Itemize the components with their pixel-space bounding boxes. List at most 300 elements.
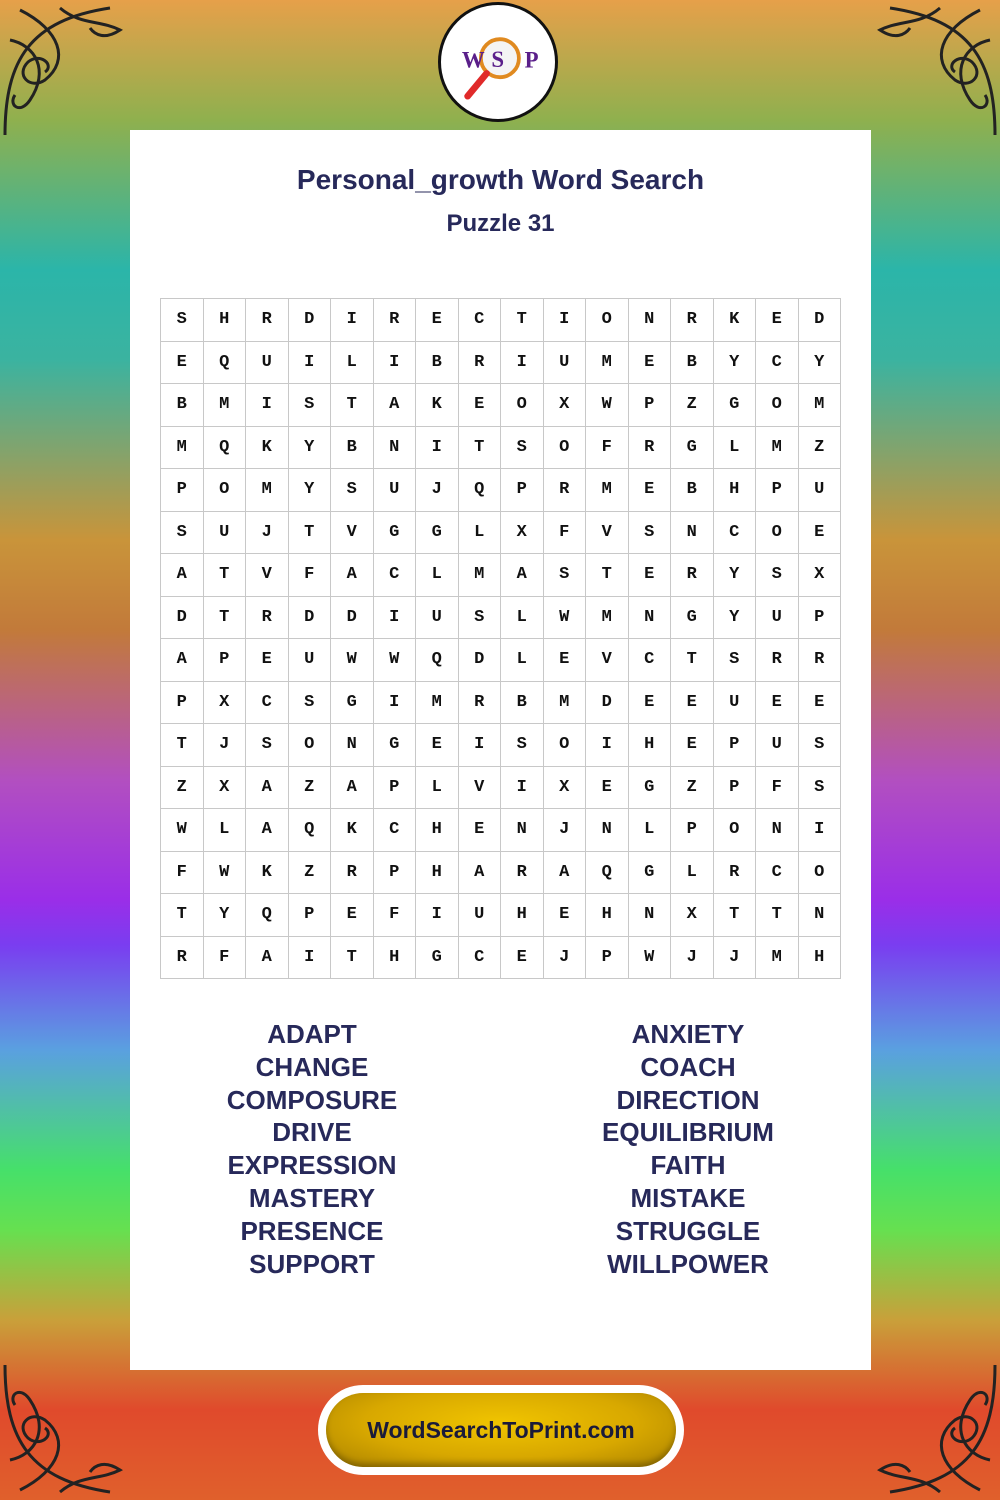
grid-cell[interactable]: N	[756, 809, 799, 852]
grid-row	[161, 851, 841, 894]
grid-cell[interactable]: I	[501, 341, 544, 384]
grid-cell[interactable]: I	[288, 341, 331, 384]
grid-cell[interactable]: Y	[288, 426, 331, 469]
grid-cell[interactable]: Q	[458, 469, 501, 512]
grid-cell[interactable]: E	[756, 299, 799, 342]
grid-cell[interactable]: F	[288, 554, 331, 597]
grid-cell[interactable]: H	[713, 469, 756, 512]
grid-cell[interactable]: T	[458, 426, 501, 469]
word-list-item: EXPRESSION	[227, 1150, 397, 1181]
grid-cell[interactable]: D	[586, 681, 629, 724]
grid-cell[interactable]: E	[628, 341, 671, 384]
grid-cell[interactable]: B	[331, 426, 374, 469]
grid-cell[interactable]: E	[161, 341, 204, 384]
grid-cell[interactable]: G	[373, 511, 416, 554]
grid-cell[interactable]: S	[288, 384, 331, 427]
grid-cell[interactable]: S	[458, 596, 501, 639]
grid-cell[interactable]: D	[288, 596, 331, 639]
grid-cell[interactable]: U	[246, 341, 289, 384]
grid-cell[interactable]: Y	[288, 469, 331, 512]
grid-cell[interactable]: E	[458, 384, 501, 427]
grid-cell[interactable]: W	[373, 639, 416, 682]
grid-cell[interactable]: K	[416, 384, 459, 427]
grid-row	[161, 511, 841, 554]
grid-cell[interactable]: Z	[671, 766, 714, 809]
grid-cell[interactable]: A	[331, 766, 374, 809]
grid-cell[interactable]: T	[501, 299, 544, 342]
grid-cell[interactable]: A	[246, 766, 289, 809]
grid-cell[interactable]: D	[458, 639, 501, 682]
grid-cell[interactable]: S	[501, 724, 544, 767]
grid-cell[interactable]: X	[203, 766, 246, 809]
grid-cell[interactable]: V	[458, 766, 501, 809]
grid-cell[interactable]: I	[543, 299, 586, 342]
grid-cell[interactable]: O	[543, 724, 586, 767]
grid-row	[161, 469, 841, 512]
grid-cell[interactable]: Z	[288, 766, 331, 809]
grid-row	[161, 426, 841, 469]
grid-cell[interactable]: S	[713, 639, 756, 682]
grid-cell[interactable]: K	[246, 426, 289, 469]
grid-cell[interactable]: P	[586, 936, 629, 979]
grid-cell[interactable]: J	[543, 936, 586, 979]
grid-cell[interactable]: V	[246, 554, 289, 597]
grid-cell[interactable]: D	[288, 299, 331, 342]
grid-cell[interactable]: M	[586, 596, 629, 639]
grid-cell[interactable]: T	[756, 894, 799, 937]
grid-cell[interactable]: Y	[203, 894, 246, 937]
grid-cell[interactable]: U	[713, 681, 756, 724]
grid-cell[interactable]: E	[798, 511, 841, 554]
grid-cell[interactable]: C	[713, 511, 756, 554]
grid-cell[interactable]: L	[416, 766, 459, 809]
grid-cell[interactable]: G	[628, 766, 671, 809]
grid-cell[interactable]: F	[543, 511, 586, 554]
grid-cell[interactable]: G	[671, 596, 714, 639]
grid-cell[interactable]: T	[671, 639, 714, 682]
grid-cell[interactable]: N	[373, 426, 416, 469]
grid-cell[interactable]: W	[331, 639, 374, 682]
grid-cell[interactable]: H	[416, 851, 459, 894]
grid-cell[interactable]: D	[161, 596, 204, 639]
grid-cell[interactable]: N	[586, 809, 629, 852]
grid-cell[interactable]: R	[756, 639, 799, 682]
grid-cell[interactable]: O	[756, 511, 799, 554]
grid-cell[interactable]: C	[756, 341, 799, 384]
grid-cell[interactable]: P	[713, 766, 756, 809]
grid-cell[interactable]: I	[586, 724, 629, 767]
grid-cell[interactable]: P	[161, 681, 204, 724]
grid-cell[interactable]: G	[628, 851, 671, 894]
grid-cell[interactable]: O	[288, 724, 331, 767]
grid-cell[interactable]: A	[373, 384, 416, 427]
grid-cell[interactable]: U	[798, 469, 841, 512]
grid-row	[161, 724, 841, 767]
grid-cell[interactable]: Y	[713, 596, 756, 639]
grid-cell[interactable]: Y	[798, 341, 841, 384]
grid-cell[interactable]: E	[586, 766, 629, 809]
grid-cell[interactable]: E	[246, 639, 289, 682]
grid-cell[interactable]: M	[798, 384, 841, 427]
grid-cell[interactable]: L	[458, 511, 501, 554]
grid-cell[interactable]: O	[586, 299, 629, 342]
grid-cell[interactable]: G	[373, 724, 416, 767]
grid-cell[interactable]: P	[671, 809, 714, 852]
grid-row	[161, 341, 841, 384]
grid-cell[interactable]: F	[586, 426, 629, 469]
word-list-item: MISTAKE	[630, 1182, 746, 1213]
grid-row	[161, 766, 841, 809]
grid-cell[interactable]: S	[161, 511, 204, 554]
grid-cell[interactable]: C	[373, 809, 416, 852]
logo-letter-s: S	[491, 46, 505, 72]
grid-cell[interactable]: M	[458, 554, 501, 597]
word-list-item: WILLPOWER	[607, 1248, 769, 1279]
grid-cell[interactable]: B	[501, 681, 544, 724]
corner-ornament-top-right	[860, 0, 1000, 140]
grid-cell[interactable]: Z	[161, 766, 204, 809]
grid-cell[interactable]: N	[628, 894, 671, 937]
grid-cell[interactable]: P	[373, 851, 416, 894]
grid-cell[interactable]: C	[756, 851, 799, 894]
word-list-item: ANXIETY	[631, 1019, 745, 1049]
grid-cell[interactable]: D	[331, 596, 374, 639]
grid-cell[interactable]: R	[246, 299, 289, 342]
grid-cell[interactable]: Z	[798, 426, 841, 469]
grid-cell[interactable]: R	[458, 341, 501, 384]
word-list-item: DRIVE	[272, 1117, 352, 1148]
grid-cell[interactable]: S	[288, 681, 331, 724]
grid-cell[interactable]: S	[756, 554, 799, 597]
grid-cell[interactable]: D	[798, 299, 841, 342]
grid-cell[interactable]: Y	[713, 554, 756, 597]
word-list-item: COMPOSURE	[226, 1084, 398, 1115]
puzzle-number: Puzzle 31	[446, 210, 555, 237]
grid-cell[interactable]: U	[373, 469, 416, 512]
grid-cell[interactable]: R	[628, 426, 671, 469]
grid-cell[interactable]: P	[798, 596, 841, 639]
grid-cell[interactable]: L	[203, 809, 246, 852]
grid-cell[interactable]: T	[331, 384, 374, 427]
grid-cell[interactable]: W	[543, 596, 586, 639]
grid-cell[interactable]: I	[331, 299, 374, 342]
grid-row	[161, 596, 841, 639]
corner-ornament-bottom-right	[860, 1360, 1000, 1500]
word-list-item: STRUGGLE	[615, 1215, 761, 1246]
grid-cell[interactable]: O	[501, 384, 544, 427]
grid-cell[interactable]: L	[713, 426, 756, 469]
grid-cell[interactable]: S	[628, 511, 671, 554]
grid-cell[interactable]: T	[331, 936, 374, 979]
grid-cell[interactable]: J	[713, 936, 756, 979]
grid-cell[interactable]: R	[713, 851, 756, 894]
grid-cell[interactable]: X	[798, 554, 841, 597]
grid-cell[interactable]: E	[458, 809, 501, 852]
grid-cell[interactable]: H	[501, 894, 544, 937]
grid-cell[interactable]: O	[203, 469, 246, 512]
grid-cell[interactable]: J	[671, 936, 714, 979]
grid-cell[interactable]: P	[501, 469, 544, 512]
grid-cell[interactable]: G	[671, 426, 714, 469]
grid-cell[interactable]: R	[671, 299, 714, 342]
grid-cell[interactable]: I	[246, 384, 289, 427]
grid-cell[interactable]: M	[246, 469, 289, 512]
grid-cell[interactable]: V	[331, 511, 374, 554]
grid-cell[interactable]: X	[203, 681, 246, 724]
grid-cell[interactable]: H	[373, 936, 416, 979]
grid-cell[interactable]: T	[161, 724, 204, 767]
grid-cell[interactable]: C	[246, 681, 289, 724]
grid-cell[interactable]: Q	[203, 426, 246, 469]
grid-cell[interactable]: L	[416, 554, 459, 597]
word-list-item: EQUILIBRIUM	[602, 1117, 774, 1148]
grid-cell[interactable]: E	[628, 554, 671, 597]
grid-cell[interactable]: M	[586, 469, 629, 512]
grid-cell[interactable]: P	[288, 894, 331, 937]
grid-cell[interactable]: M	[756, 426, 799, 469]
site-link-button[interactable]	[318, 1385, 684, 1475]
grid-cell[interactable]: O	[713, 809, 756, 852]
grid-cell[interactable]: N	[671, 511, 714, 554]
grid-row	[161, 809, 841, 852]
grid-row	[161, 894, 841, 937]
grid-cell[interactable]: T	[161, 894, 204, 937]
grid-cell[interactable]: J	[543, 809, 586, 852]
grid-cell[interactable]: F	[373, 894, 416, 937]
grid-cell[interactable]: B	[671, 341, 714, 384]
grid-cell[interactable]: E	[756, 681, 799, 724]
grid-cell[interactable]: A	[458, 851, 501, 894]
grid-cell[interactable]: W	[628, 936, 671, 979]
grid-cell[interactable]: T	[203, 596, 246, 639]
grid-cell[interactable]: B	[161, 384, 204, 427]
grid-cell[interactable]: Q	[416, 639, 459, 682]
grid-cell[interactable]: Z	[671, 384, 714, 427]
page-title: Personal_growth Word Search	[296, 164, 705, 195]
grid-cell[interactable]: I	[501, 766, 544, 809]
grid-cell[interactable]: U	[756, 596, 799, 639]
grid-cell[interactable]: E	[416, 299, 459, 342]
grid-cell[interactable]: A	[543, 851, 586, 894]
grid-cell[interactable]: X	[501, 511, 544, 554]
grid-cell[interactable]: G	[713, 384, 756, 427]
grid-cell[interactable]: L	[331, 341, 374, 384]
grid-cell[interactable]: E	[543, 639, 586, 682]
grid-cell[interactable]: R	[373, 299, 416, 342]
grid-cell[interactable]: P	[161, 469, 204, 512]
grid-cell[interactable]: Y	[713, 341, 756, 384]
word-list-item: COACH	[640, 1051, 736, 1082]
grid-cell[interactable]: I	[416, 894, 459, 937]
grid-cell[interactable]: E	[543, 894, 586, 937]
grid-cell[interactable]: E	[501, 936, 544, 979]
letter-grid[interactable]	[160, 298, 841, 979]
grid-cell[interactable]: S	[331, 469, 374, 512]
grid-cell[interactable]: Z	[288, 851, 331, 894]
corner-ornament-top-left	[0, 0, 140, 140]
grid-cell[interactable]: B	[671, 469, 714, 512]
grid-cell[interactable]: U	[288, 639, 331, 682]
grid-cell[interactable]: R	[246, 596, 289, 639]
grid-cell[interactable]: V	[586, 639, 629, 682]
grid-cell[interactable]: A	[246, 809, 289, 852]
grid-cell[interactable]: V	[586, 511, 629, 554]
grid-cell[interactable]: U	[543, 341, 586, 384]
grid-cell[interactable]: N	[501, 809, 544, 852]
grid-cell[interactable]: Q	[246, 894, 289, 937]
grid-cell[interactable]: T	[203, 554, 246, 597]
grid-cell[interactable]: J	[416, 469, 459, 512]
word-list-item: CHANGE	[255, 1051, 369, 1082]
grid-cell[interactable]: I	[458, 724, 501, 767]
grid-cell[interactable]: E	[628, 469, 671, 512]
grid-cell[interactable]: I	[373, 341, 416, 384]
word-list-item: MASTERY	[248, 1182, 376, 1213]
grid-cell[interactable]: J	[203, 724, 246, 767]
grid-cell[interactable]: M	[586, 341, 629, 384]
grid-cell[interactable]: M	[161, 426, 204, 469]
grid-cell[interactable]: Q	[203, 341, 246, 384]
logo-letter-w: W	[461, 47, 485, 73]
grid-cell[interactable]: O	[798, 851, 841, 894]
grid-cell[interactable]: G	[416, 936, 459, 979]
grid-cell[interactable]: R	[161, 936, 204, 979]
grid-cell[interactable]: S	[161, 299, 204, 342]
grid-cell[interactable]: W	[203, 851, 246, 894]
grid-cell[interactable]: Q	[586, 851, 629, 894]
grid-cell[interactable]: P	[713, 724, 756, 767]
grid-cell[interactable]: M	[203, 384, 246, 427]
grid-cell[interactable]: T	[288, 511, 331, 554]
grid-cell[interactable]: X	[671, 894, 714, 937]
site-link-label[interactable]: WordSearchToPrint.com	[326, 1393, 676, 1467]
grid-cell[interactable]: P	[628, 384, 671, 427]
grid-row	[161, 681, 841, 724]
puzzle-panel	[130, 130, 871, 1370]
grid-cell[interactable]: O	[756, 384, 799, 427]
grid-row	[161, 299, 841, 342]
grid-cell[interactable]: I	[373, 596, 416, 639]
grid-cell[interactable]: E	[331, 894, 374, 937]
grid-cell[interactable]: T	[586, 554, 629, 597]
grid-cell[interactable]: M	[756, 936, 799, 979]
grid-cell[interactable]: P	[203, 639, 246, 682]
grid-cell[interactable]: I	[288, 936, 331, 979]
grid-cell[interactable]: R	[331, 851, 374, 894]
grid-cell[interactable]: E	[671, 724, 714, 767]
grid-cell[interactable]: F	[161, 851, 204, 894]
grid-cell[interactable]: G	[416, 511, 459, 554]
grid-cell[interactable]: M	[416, 681, 459, 724]
word-list-item: SUPPORT	[249, 1248, 375, 1279]
grid-cell[interactable]: A	[161, 639, 204, 682]
grid-cell[interactable]: U	[756, 724, 799, 767]
grid-cell[interactable]: N	[628, 596, 671, 639]
grid-cell[interactable]: K	[713, 299, 756, 342]
grid-cell[interactable]: H	[586, 894, 629, 937]
grid-cell[interactable]: S	[543, 554, 586, 597]
grid-cell[interactable]: G	[331, 681, 374, 724]
grid-cell[interactable]: E	[416, 724, 459, 767]
grid-cell[interactable]: E	[628, 681, 671, 724]
grid-cell[interactable]: S	[501, 426, 544, 469]
grid-cell[interactable]: U	[458, 894, 501, 937]
grid-cell[interactable]: K	[331, 809, 374, 852]
grid-cell[interactable]: S	[246, 724, 289, 767]
grid-cell[interactable]: A	[331, 554, 374, 597]
grid-cell[interactable]: I	[798, 809, 841, 852]
grid-cell[interactable]: A	[161, 554, 204, 597]
grid-cell[interactable]: A	[246, 936, 289, 979]
grid-cell[interactable]: X	[543, 766, 586, 809]
grid-cell[interactable]: R	[501, 851, 544, 894]
grid-row	[161, 936, 841, 979]
grid-cell[interactable]: W	[586, 384, 629, 427]
grid-cell[interactable]: N	[798, 894, 841, 937]
grid-cell[interactable]: L	[501, 596, 544, 639]
grid-cell[interactable]: R	[671, 554, 714, 597]
grid-cell[interactable]: P	[756, 469, 799, 512]
grid-cell[interactable]: S	[798, 766, 841, 809]
grid-cell[interactable]: F	[203, 936, 246, 979]
grid-cell[interactable]: P	[373, 766, 416, 809]
grid-cell[interactable]: A	[501, 554, 544, 597]
grid-cell[interactable]: B	[416, 341, 459, 384]
logo-letter-p: P	[524, 47, 539, 73]
grid-cell[interactable]: H	[798, 936, 841, 979]
grid-cell[interactable]: C	[458, 936, 501, 979]
grid-cell[interactable]: T	[713, 894, 756, 937]
grid-cell[interactable]: U	[203, 511, 246, 554]
grid-cell[interactable]: L	[628, 809, 671, 852]
word-list-item: DIRECTION	[616, 1084, 760, 1115]
grid-row	[161, 384, 841, 427]
grid-cell[interactable]: M	[543, 681, 586, 724]
grid-cell[interactable]: N	[628, 299, 671, 342]
grid-cell[interactable]: C	[628, 639, 671, 682]
grid-cell[interactable]: R	[543, 469, 586, 512]
grid-cell[interactable]: F	[756, 766, 799, 809]
grid-cell[interactable]: O	[543, 426, 586, 469]
grid-cell[interactable]: R	[798, 639, 841, 682]
word-list-left	[147, 1018, 477, 1280]
grid-cell[interactable]: R	[458, 681, 501, 724]
wsp-logo[interactable]	[438, 2, 558, 122]
grid-cell[interactable]: E	[671, 681, 714, 724]
grid-cell[interactable]: Q	[288, 809, 331, 852]
grid-cell[interactable]: H	[416, 809, 459, 852]
grid-cell[interactable]: C	[373, 554, 416, 597]
grid-cell[interactable]: N	[331, 724, 374, 767]
word-list-item: PRESENCE	[240, 1215, 384, 1246]
grid-cell[interactable]: W	[161, 809, 204, 852]
grid-cell[interactable]: I	[416, 426, 459, 469]
grid-cell[interactable]: L	[501, 639, 544, 682]
grid-row	[161, 554, 841, 597]
grid-cell[interactable]: I	[373, 681, 416, 724]
grid-cell[interactable]: E	[798, 681, 841, 724]
grid-cell[interactable]: H	[203, 299, 246, 342]
grid-cell[interactable]: H	[628, 724, 671, 767]
grid-cell[interactable]: C	[458, 299, 501, 342]
grid-cell[interactable]: U	[416, 596, 459, 639]
word-list-right	[523, 1018, 853, 1280]
grid-cell[interactable]: X	[543, 384, 586, 427]
grid-cell[interactable]: L	[671, 851, 714, 894]
grid-cell[interactable]: J	[246, 511, 289, 554]
grid-cell[interactable]: S	[798, 724, 841, 767]
grid-cell[interactable]: K	[246, 851, 289, 894]
